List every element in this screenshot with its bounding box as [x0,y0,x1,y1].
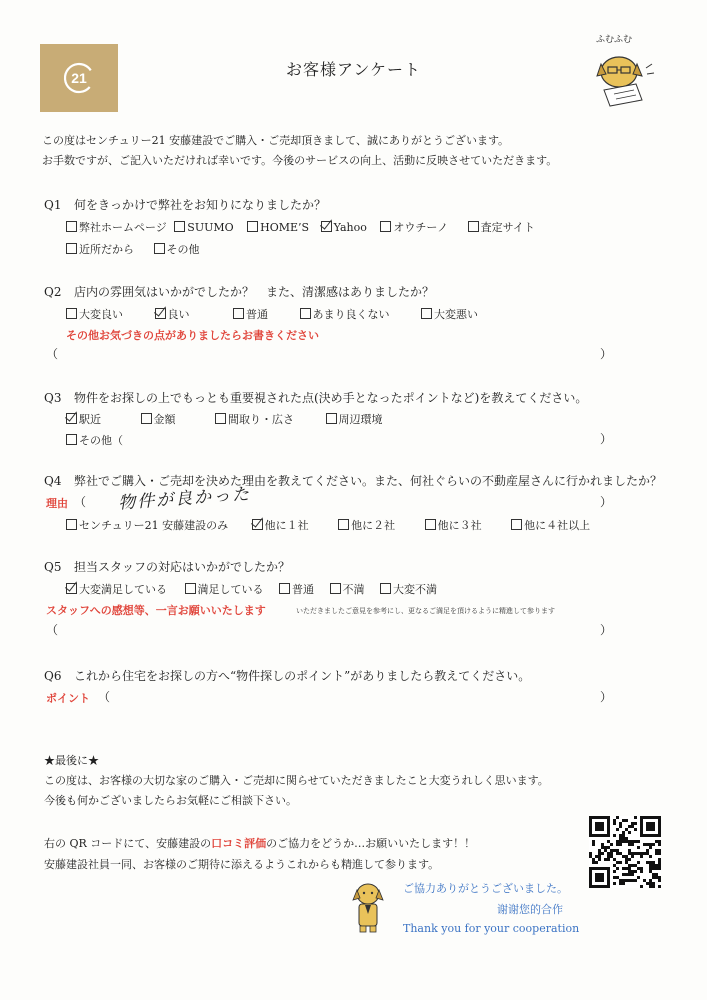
q3-option-surroundings[interactable] [326,411,383,427]
checkbox[interactable] [279,583,290,594]
checkbox[interactable] [154,243,165,254]
question-number: Q2 [44,285,62,299]
logo-text: 21 [71,70,87,86]
q5-option-normal[interactable] [279,581,314,597]
q3-option-price[interactable] [141,411,176,427]
dog-mascot-reading-icon [584,30,664,110]
q3-paren-close: ） [600,432,613,446]
option-label: 大変不満 [393,583,437,596]
option-label: 弊社ホームページ [79,221,167,234]
checkbox[interactable] [421,308,432,319]
checkbox[interactable] [338,519,349,530]
q3-other-row [66,432,139,448]
checkbox[interactable] [233,308,244,319]
checkbox[interactable] [468,221,479,232]
question-text: 店内の雰囲気はいかがでしたか？ また、清潔感はありましたか？ [74,285,435,299]
q2-option-very-good[interactable] [66,306,123,322]
checkbox-checked[interactable] [66,413,77,424]
thanks-japanese: ご協力ありがとうございました。 [403,882,568,895]
q2-option-not-good[interactable] [300,306,390,322]
q5-note-small: いただきましたご意見を参考にし、更なるご満足を頂けるように精進して参ります [296,607,555,615]
page-title: お客様アンケート [285,60,422,79]
q6-point-label: ポイント [46,692,90,705]
q4-option-two-others[interactable] [338,517,395,533]
question-text: 弊社でご購入・ご売却を決めた理由を教えてください。また、何社ぐらいの不動産屋さんに行かれましたか？ [74,474,663,488]
checkbox[interactable] [185,583,196,594]
question-number: Q5 [44,560,62,574]
option-label: オウチーノ [393,221,449,234]
question-number: Q3 [44,391,62,405]
checkbox[interactable] [326,413,337,424]
q1-option-suumo[interactable] [174,221,233,234]
q4-paren-close: ） [600,495,613,509]
option-label: 大変満足している [79,583,167,596]
option-label: 普通 [246,308,268,321]
q5-note-label: スタッフへの感想等、一言お願いいたします [46,604,266,617]
q4-handwritten-answer[interactable]: 物件が良かった [117,484,252,514]
q4-options [66,517,606,533]
q3-option-other[interactable] [66,432,123,448]
q4-option-only-us[interactable] [66,517,228,533]
qr-code-icon[interactable] [589,816,661,888]
question-number: Q6 [44,669,62,683]
q5-option-very-satisfied[interactable] [66,581,167,597]
checkbox[interactable] [380,583,391,594]
question-2 [44,283,434,300]
checkbox[interactable] [511,519,522,530]
checkbox[interactable] [247,221,258,232]
checkbox[interactable] [66,243,77,254]
option-label: Yahoo [333,221,367,234]
q4-option-one-other[interactable] [252,517,309,533]
q1-option-other[interactable] [154,241,200,257]
q1-option-homepage[interactable] [66,219,167,235]
checkbox[interactable] [380,221,391,232]
option-label: 金額 [153,413,176,426]
q1-options-row-1 [66,219,551,235]
q1-option-yahoo[interactable] [321,221,367,234]
closing-line-2: 今後も何かございましたらお気軽にご相談下さい。 [44,794,297,807]
review-highlight: 口コミ評価 [211,837,267,850]
question-number: Q4 [44,474,62,488]
checkbox[interactable] [66,434,77,445]
qr-line-after: のご協力をどうか…お願いいたします！！ [266,837,476,850]
dog-mascot-icon [348,880,388,935]
staff-line: 安藤建設社員一同、お客様のご期待に添えるようこれからも精進して参ります。 [44,858,440,871]
option-label: 近所だから [79,243,134,256]
option-label: 普通 [292,583,314,596]
checkbox[interactable] [66,519,77,530]
q3-option-station[interactable] [66,411,101,427]
question-number: Q1 [44,198,62,212]
option-label: 他に３社 [437,519,482,532]
q3-option-layout[interactable] [215,411,294,427]
q4-option-four-plus[interactable] [511,517,590,533]
q4-paren-open: （ [74,495,87,509]
checkbox[interactable] [425,519,436,530]
checkbox-checked[interactable] [155,308,166,319]
mascot-caption: ふむふむ [596,35,633,45]
option-label: 駅近 [79,413,101,426]
option-label: SUUMO [187,221,234,234]
option-label: 不満 [342,583,365,596]
thanks-english: Thank you for your cooperation [403,922,580,935]
checkbox[interactable] [215,413,226,424]
checkbox[interactable] [330,583,341,594]
option-label: 良い [167,308,190,321]
q2-option-very-bad[interactable] [421,306,478,322]
q5-options [66,581,453,597]
q5-option-dissatisfied[interactable] [330,581,365,597]
q1-option-ouchino[interactable] [380,219,448,235]
option-label: 大変良い [79,308,123,321]
option-label: 大変悪い [434,308,478,321]
intro-line-2: お手数ですが、ご記入いただければ幸いです。今後のサービスの向上、活動に反映させていただきます。 [42,154,558,167]
q4-option-three-others[interactable] [425,517,482,533]
option-label: HOME’S [260,221,310,234]
option-label: センチュリー21 安藤建設のみ [79,519,229,532]
q3-options [66,411,399,427]
closing-message [44,751,549,811]
q5-paren-close: ） [600,623,613,637]
q1-options-row-2 [66,241,216,257]
q2-paren-close: ） [600,347,613,361]
q5-comment-field[interactable] [62,624,596,640]
checkbox[interactable] [66,308,77,319]
option-label: 査定サイト [480,221,535,234]
option-label: 他に４社以上 [524,519,591,532]
option-label: 他に２社 [351,519,396,532]
closing-heading: ★最後に★ [44,754,99,767]
option-label: 周辺環境 [338,413,383,426]
question-3 [44,389,587,406]
option-label: あまり良くない [312,308,390,321]
qr-code-graphic [589,816,661,888]
q2-comment-field[interactable] [62,348,596,364]
q5-option-satisfied[interactable] [185,581,264,597]
question-5 [44,558,290,575]
q1-option-satei-site[interactable] [468,219,535,235]
q1-option-homes[interactable] [247,221,309,234]
qr-line-before: 右の QR コードにて、安藤建設の [44,837,212,850]
thanks-chinese: 谢谢您的合作 [497,903,563,916]
option-label: その他 [166,243,200,256]
question-text: これから住宅をお探しの方へ“物件探しのポイント”がありましたら教えてください。 [74,669,531,683]
q1-option-nearby[interactable] [66,241,134,257]
question-6 [44,667,530,684]
checkbox[interactable] [174,221,185,232]
q6-comment-field[interactable] [112,690,596,706]
q5-paren-open: （ [46,623,59,637]
q6-paren-close: ） [600,690,613,704]
checkbox[interactable] [141,413,152,424]
checkbox-checked[interactable] [321,221,332,232]
option-label: 他に１社 [264,519,309,532]
q4-reason-label: 理由 [46,497,68,510]
question-1 [44,196,326,213]
checkbox[interactable] [66,221,77,232]
question-text: 何をきっかけで弊社をお知りになりましたか？ [74,198,327,212]
question-text: 担当スタッフの対応はいかがでしたか？ [74,560,291,574]
option-label: 満足している [197,583,264,596]
checkbox-checked[interactable] [252,519,263,530]
closing-line-1: この度は、お客様の大切な家のご購入・ご売却に関らせていただきましたこと大変うれしく思います。 [44,774,549,787]
option-label: 間取り・広さ [228,413,294,426]
q2-paren-open: （ [46,347,59,361]
intro-text [42,131,557,171]
q5-option-very-dissatisfied[interactable] [380,581,437,597]
qr-request-line [44,834,475,854]
question-text: 物件をお探しの上でもっとも重要視された点(決め手となったポイントなど)を教えてください。 [74,391,588,405]
q2-option-good[interactable] [155,306,190,322]
intro-line-1: この度はセンチュリー21 安藤建設でご購入・ご売却頂きまして、誠にありがとうございます。 [42,134,510,147]
checkbox[interactable] [300,308,311,319]
q2-note-label: その他お気づきの点がありましたらお書きください [66,329,319,342]
checkbox-checked[interactable] [66,583,77,594]
q2-options [66,306,494,322]
q6-paren-open: （ [98,690,111,704]
q2-option-normal[interactable] [233,306,268,322]
option-label: その他（ [79,434,123,447]
